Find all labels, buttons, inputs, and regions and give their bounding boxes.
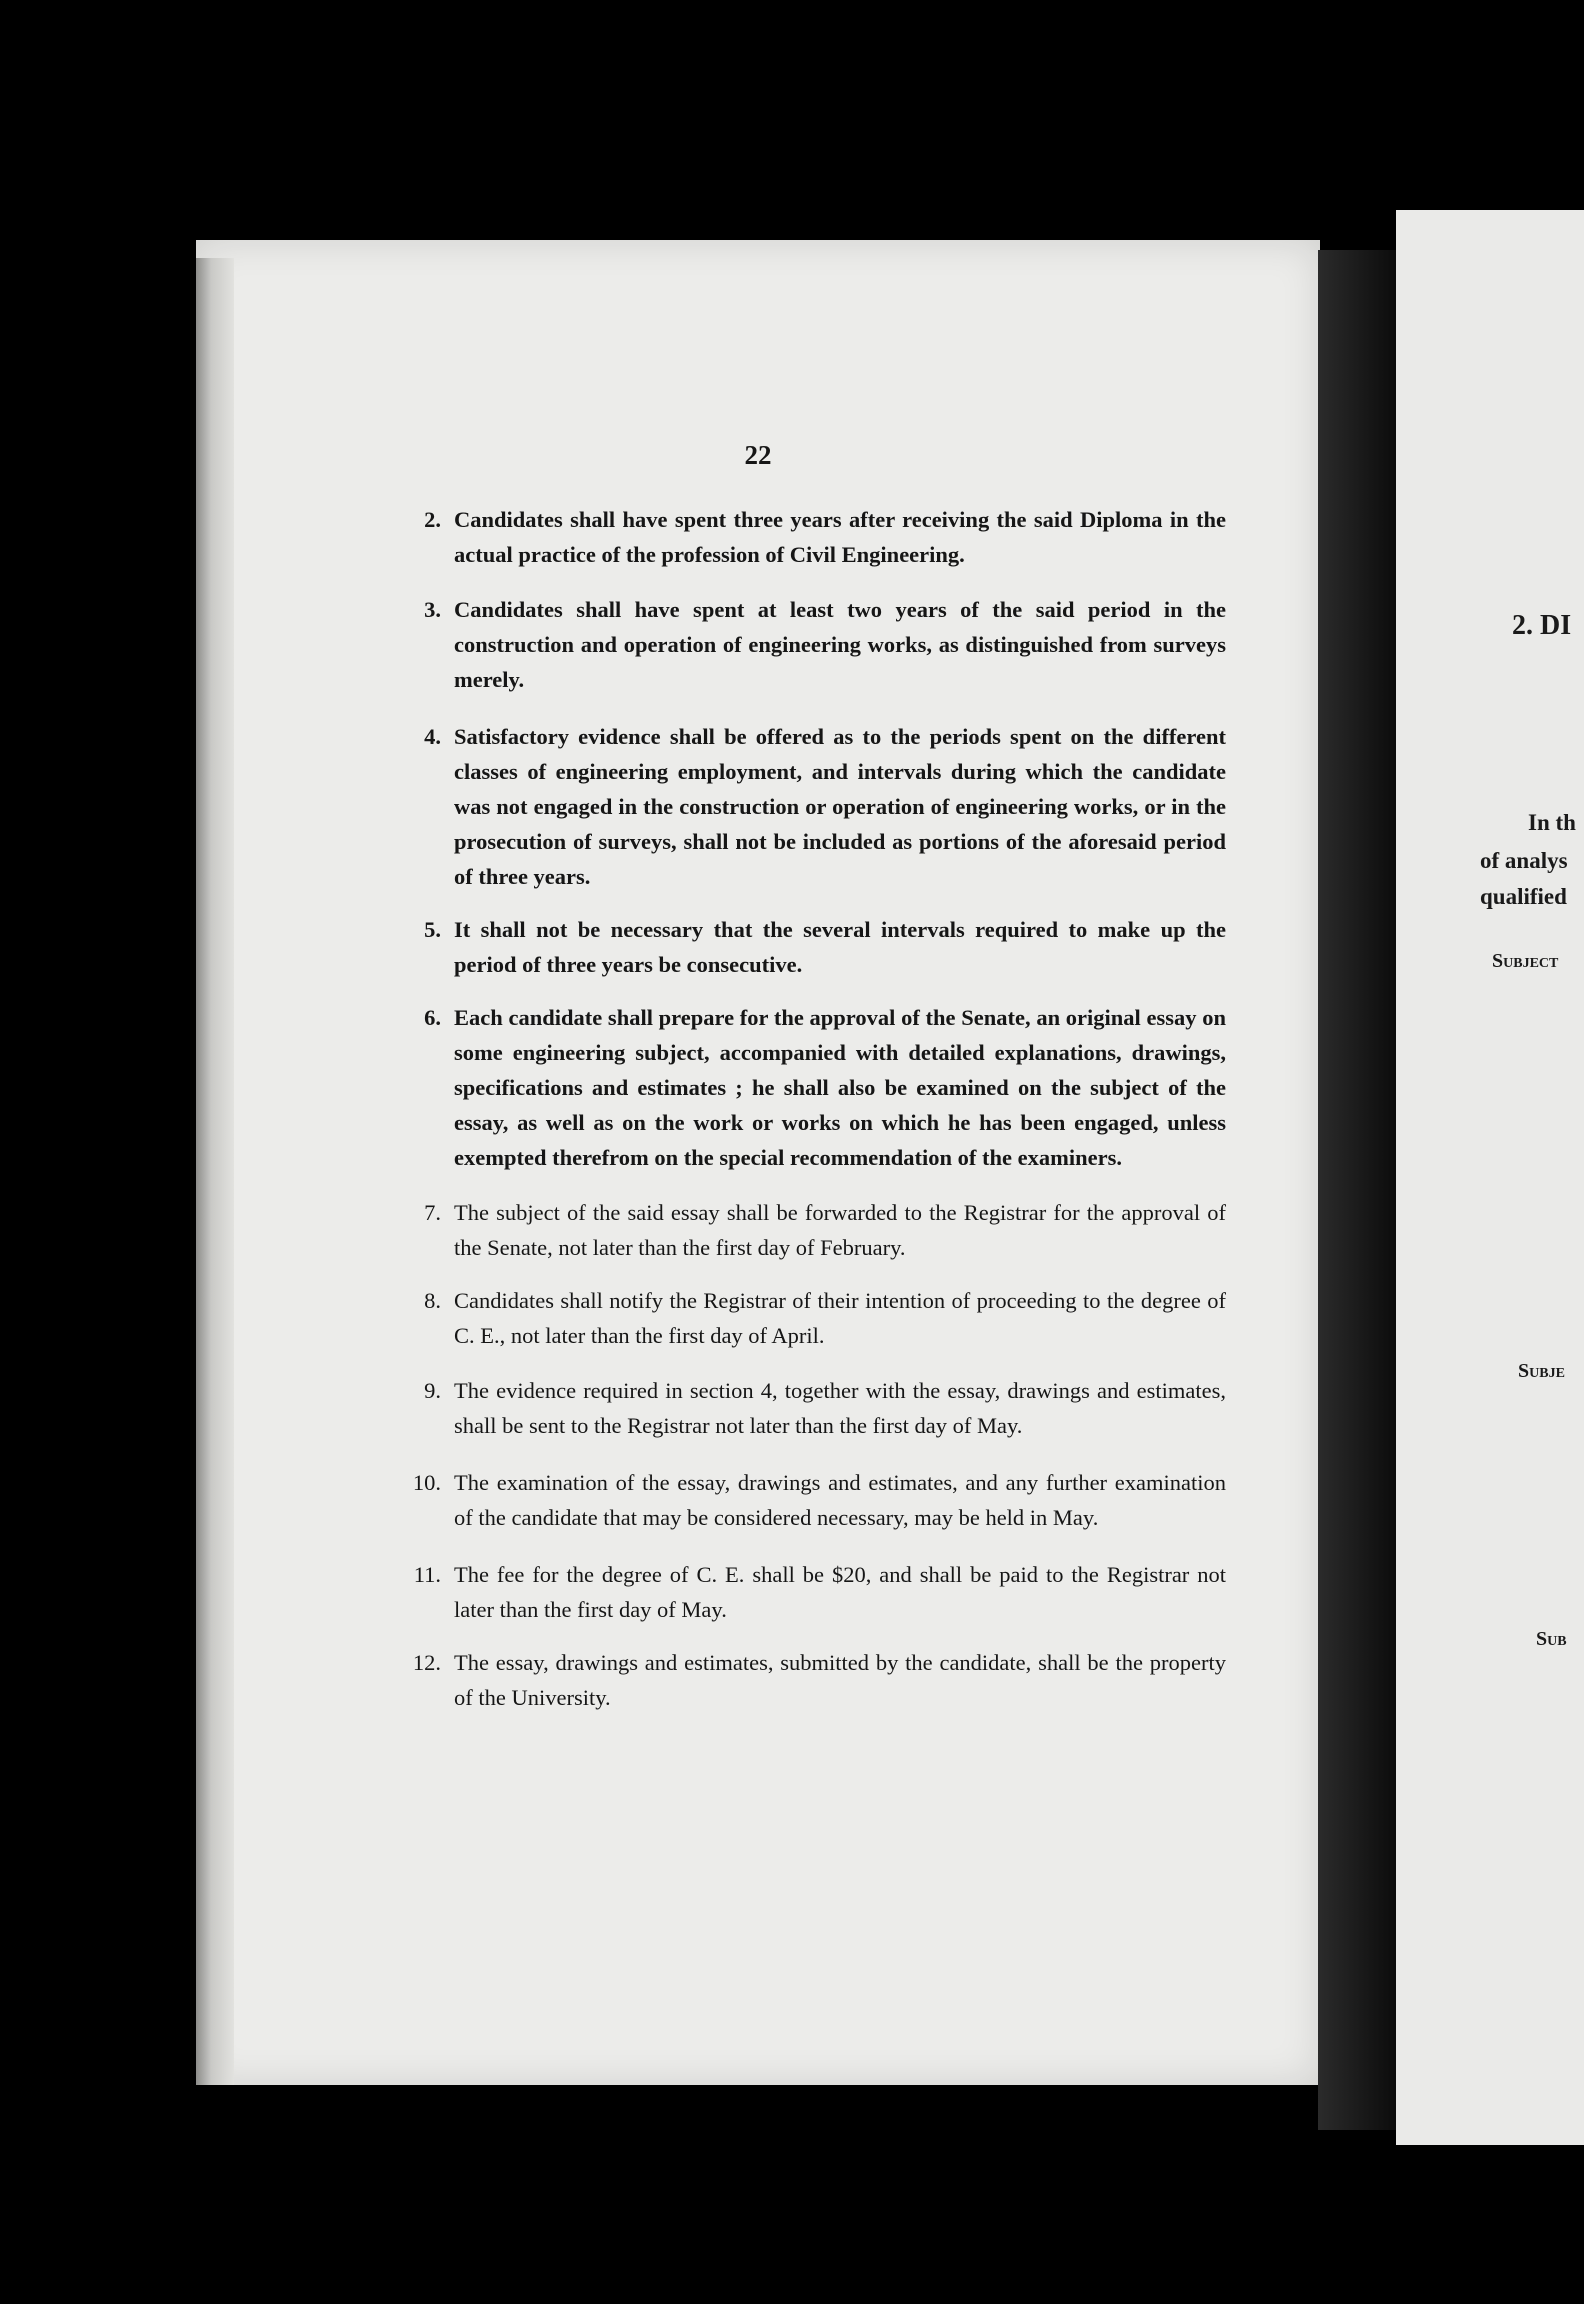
regulation-number: 8. (424, 1288, 441, 1313)
regulation-item (401, 1373, 1226, 1443)
regulation-item (401, 719, 1226, 894)
regulation-number: 5. (424, 917, 441, 942)
facing-page (1396, 210, 1584, 2145)
facing-heading: 2. DI (1512, 610, 1572, 641)
regulations-list (401, 502, 1226, 1715)
regulation-text: Each candidate shall prepare for the approval of the Senate, an original essay on some engineering subject, accompanied with detailed explanations, drawings, specifications and estimates ; he shall also be examined on the subject of the essay, as well as on the work or works on which he has been engaged, unless exempted therefrom on the special recommendation of the examiners. (454, 1005, 1226, 1170)
regulation-number: 11. (413, 1562, 441, 1587)
regulation-text: The subject of the said essay shall be forwarded to the Registrar for the approval of the Senate, not later than the first day of February. (454, 1200, 1226, 1260)
book-gutter (1318, 250, 1396, 2130)
facing-line: qualified (1480, 884, 1567, 909)
regulation-item (401, 1195, 1226, 1265)
book-page (196, 240, 1320, 2085)
regulation-text: The fee for the degree of C. E. shall be $20, and shall be paid to the Registrar not later than the first day of May. (454, 1562, 1226, 1622)
regulation-number: 9. (424, 1378, 441, 1403)
facing-subject-heading: Sub (1536, 1628, 1567, 1650)
regulation-number: 6. (424, 1005, 441, 1030)
regulation-text: Candidates shall have spent at least two years of the said period in the construction and operation of engineering works, as distinguished from surveys merely. (454, 597, 1226, 692)
regulation-item (401, 1645, 1226, 1715)
facing-subject-heading: Subje (1518, 1360, 1565, 1382)
regulation-item (401, 502, 1226, 572)
regulation-text: Candidates shall have spent three years after receiving the said Diploma in the actual practice of the profession of Civil Engineering. (454, 507, 1226, 567)
page-edge-shadow (196, 258, 234, 2085)
page-number: 22 (744, 440, 772, 470)
regulation-item (401, 912, 1226, 982)
regulation-item (401, 1283, 1226, 1353)
regulation-number: 4. (424, 724, 441, 749)
regulation-item (401, 1557, 1226, 1627)
regulation-text: Satisfactory evidence shall be offered as to the periods spent on the different classes of engineering employment, and intervals during which the candidate was not engaged in the construction or operation of engineering works, or in the prosecution of surveys, shall not be included as portions of the aforesaid period of three years. (454, 724, 1226, 889)
regulation-number: 7. (424, 1200, 441, 1225)
regulation-number: 12. (412, 1650, 441, 1675)
regulation-text: The essay, drawings and estimates, submitted by the candidate, shall be the property of the University. (454, 1650, 1226, 1710)
regulation-text: It shall not be necessary that the several intervals required to make up the period of three years be consecutive. (454, 917, 1226, 977)
regulation-text: Candidates shall notify the Registrar of their intention of proceeding to the degree of C. E., not later than the first day of April. (454, 1288, 1226, 1348)
facing-line: of analys (1480, 848, 1568, 873)
regulation-number: 3. (424, 597, 441, 622)
facing-subject-heading: Subject (1492, 950, 1559, 972)
regulation-text: The examination of the essay, drawings and estimates, and any further examination of the candidate that may be considered necessary, may be held in May. (454, 1470, 1226, 1530)
regulation-item (401, 592, 1226, 697)
regulation-number: 2. (424, 507, 441, 532)
facing-line: In th (1528, 810, 1576, 835)
regulation-text: The evidence required in section 4, together with the essay, drawings and estimates, shall be sent to the Registrar not later than the first day of May. (454, 1378, 1226, 1438)
regulation-number: 10. (412, 1470, 441, 1495)
regulation-item (401, 1465, 1226, 1535)
regulation-item (401, 1000, 1226, 1175)
